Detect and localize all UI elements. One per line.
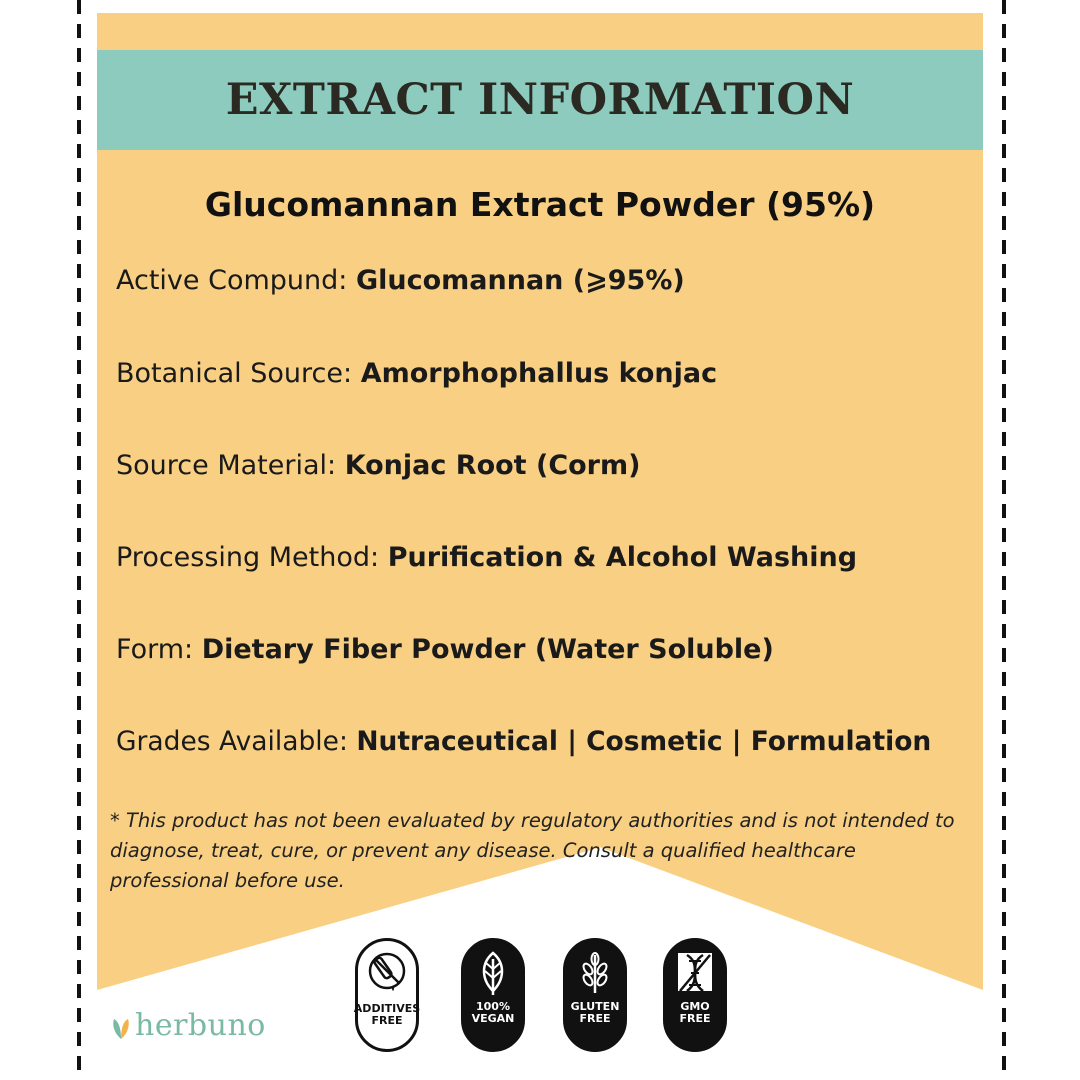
- info-value: Nutraceutical | Cosmetic | Formulation: [356, 726, 932, 757]
- info-label: Processing Method:: [116, 542, 388, 573]
- brand-logo: [110, 1008, 266, 1043]
- banner-title: EXTRACT INFORMATION: [225, 75, 855, 125]
- disclaimer-text: * This product has not been evaluated by regulatory authorities and is not intended to diagnose, treat, cure, or prevent any disease. Consult a qualified healthcare professional before use.: [110, 809, 955, 892]
- badge-label: GLUTEN FREE: [570, 1000, 620, 1025]
- info-label: Source Material:: [116, 450, 345, 481]
- info-value: Glucomannan (⩾95%): [355, 265, 685, 296]
- badge-additives-free: [355, 938, 419, 1052]
- leaf-icon: [473, 949, 513, 997]
- info-row-botanical-source: [116, 358, 717, 389]
- wheat-icon: [575, 949, 615, 997]
- dna-icon: [675, 949, 715, 997]
- info-row-active-compound: [116, 265, 685, 296]
- product-name: Glucomannan Extract Powder (95%): [204, 185, 876, 224]
- info-row-form: [116, 634, 774, 665]
- info-label: Form:: [116, 634, 202, 665]
- badge-label: GMO FREE: [679, 1000, 711, 1025]
- brand-name: herbuno: [135, 1008, 266, 1043]
- dashed-border-right: [1002, 0, 1006, 1080]
- badge-100-vegan: [461, 938, 525, 1052]
- info-row-source-material: [116, 450, 640, 481]
- info-label: Grades Available:: [116, 726, 357, 757]
- herbuno-leaf-icon: [110, 1011, 132, 1041]
- dashed-border-left: [77, 0, 81, 1080]
- info-value: Konjac Root (Corm): [344, 450, 641, 481]
- info-row-grades-available: [116, 726, 931, 757]
- badge-label: 100% VEGAN: [471, 1000, 515, 1025]
- badge-gluten-free: [563, 938, 627, 1052]
- badge-gmo-free: [663, 938, 727, 1052]
- info-value: Dietary Fiber Powder (Water Soluble): [201, 634, 774, 665]
- info-value: Amorphophallus konjac: [360, 358, 718, 389]
- badge-label: ADDITIVES FREE: [353, 1002, 421, 1027]
- info-label: Botanical Source:: [116, 358, 361, 389]
- test-tube-icon: [367, 949, 407, 997]
- info-value: Purification & Alcohol Washing: [387, 542, 858, 573]
- header-banner: [97, 50, 983, 150]
- info-label: Active Compund:: [116, 265, 356, 296]
- info-row-processing-method: [116, 542, 857, 573]
